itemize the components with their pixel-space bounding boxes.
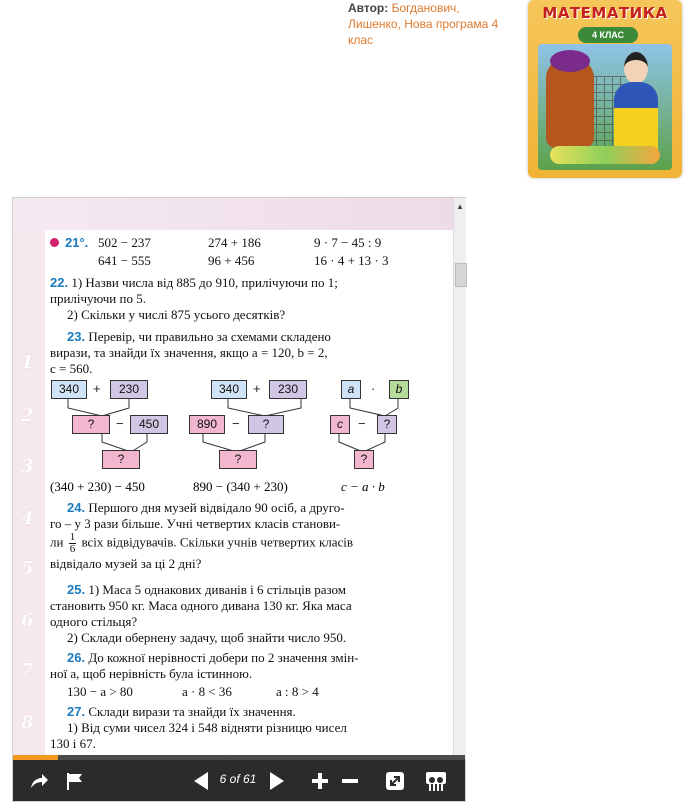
author-link[interactable]: Богданович, Лишенко, Нова програма 4 клас (348, 1, 499, 47)
exercise-number: 22. (50, 275, 69, 290)
exercise-text: всіх відвідувачів. Скільки учнів четвертих класів (81, 534, 354, 550)
exercise-text: Першого дня музей відвідало 90 осіб, а друго- (88, 500, 345, 515)
exercise-text: ли (50, 534, 64, 550)
scheme2-box-b: 230 (269, 380, 307, 399)
scheme3-box-c: c (330, 415, 350, 434)
scheme2-box-c: 890 (189, 415, 225, 434)
scheme1-op1: + (93, 381, 101, 396)
expression: 96 + 456 (208, 253, 255, 268)
scheme2-box-a: 340 (211, 380, 247, 399)
side-number: 2 (21, 405, 34, 426)
scheme1-box-d: 450 (130, 415, 168, 434)
vertical-scrollbar[interactable] (453, 198, 466, 759)
exercise-text: вирази, та знайди їх значення, якщо a = 120, b = 2, (50, 345, 328, 360)
exercise-number: 26. (67, 650, 86, 665)
scheme1-box-result: ? (102, 450, 140, 469)
scheme3-op2: − (358, 416, 366, 431)
expression: 502 − 237 (98, 235, 151, 250)
exercise-text: відвідало музей за ці 2 дні? (50, 556, 202, 571)
inequality: 130 − a > 80 (67, 684, 133, 699)
zoom-in-icon[interactable] (309, 770, 331, 792)
cover-fruit (550, 146, 660, 164)
page-indicator: 6 of 61 (219, 772, 257, 786)
scrollbar-thumb[interactable] (455, 263, 467, 287)
scheme3-box-d: ? (377, 415, 397, 434)
exercise-text: 1) Від суми чисел 324 і 548 відняти різницю чисел (67, 720, 347, 735)
fraction-denominator: 6 (69, 543, 76, 555)
scheme3-box-result: ? (354, 450, 374, 469)
puss-in-boots-figure (546, 58, 594, 148)
share-icon[interactable] (27, 770, 51, 792)
exercise-number: 27. (67, 704, 86, 719)
book-cover-image[interactable] (528, 0, 682, 178)
exercise-text: 1) Маса 5 однакових диванів і 6 стільців разом (88, 582, 347, 597)
exercise-text: 2) Склади обернену задачу, щоб знайти число 950. (67, 630, 347, 645)
exercise-number: 25. (67, 582, 86, 597)
side-number: 7 (21, 660, 34, 681)
scheme3-box-b: b (389, 380, 409, 399)
cover-title: МАТЕМАТИКА (542, 4, 668, 22)
exercise-text: 1) Назви числа від 885 до 910, прилічуючи по 1; (71, 275, 338, 290)
side-number: 3 (21, 456, 34, 477)
side-number: 6 (21, 610, 34, 631)
exercise-text: 2) Скільки у числі 875 усього десятків? (67, 307, 286, 322)
flag-icon[interactable] (63, 770, 87, 792)
side-number: 8 (21, 712, 34, 733)
side-number: 1 (21, 352, 34, 373)
prev-page-icon[interactable] (189, 770, 213, 792)
author-info (348, 0, 508, 48)
fraction-numerator: 1 (69, 531, 76, 543)
exercise-text: одного стільця? (50, 614, 138, 629)
scheme2-expression: 890 − (340 + 230) (193, 479, 288, 494)
exercise-24-fraction-line (50, 532, 353, 555)
zoom-out-icon[interactable] (339, 770, 361, 792)
exercise-text: Перевір, чи правильно за схемами складено (88, 329, 331, 344)
exercise-text: становить 950 кг. Маса одного дивана 130 кг. Яка маса (50, 598, 352, 613)
next-page-icon[interactable] (265, 770, 289, 792)
slideshare-icon[interactable] (423, 770, 449, 792)
document-viewer[interactable] (12, 197, 466, 802)
author-label: Автор: (348, 1, 389, 15)
scheme2-op2: − (232, 416, 240, 431)
exercise-text: ної a, щоб нерівність була істинною. (50, 666, 253, 681)
scheme2-box-result: ? (219, 450, 257, 469)
scheme1-expression: (340 + 230) − 450 (50, 479, 145, 494)
scheme1-op2: − (116, 416, 124, 431)
scheme1-box-b: 230 (110, 380, 148, 399)
scheme3-box-a: a (341, 380, 361, 399)
expression: 16 · 4 + 13 · 3 (314, 253, 389, 268)
exercise-text: прилічуючи по 5. (50, 291, 146, 306)
inequality: a · 8 < 36 (182, 684, 232, 699)
viewer-toolbar (13, 760, 465, 801)
scheme1-box-c: ? (72, 415, 110, 434)
scroll-up-icon[interactable]: ▲ (456, 202, 464, 211)
exercise-text: Склади вирази та знайди їх значення. (88, 704, 296, 719)
fullscreen-icon[interactable] (383, 770, 407, 792)
exercise-26-line (67, 650, 359, 666)
exercise-text: c = 560. (50, 361, 93, 376)
side-number: 4 (21, 508, 34, 529)
fraction (69, 532, 77, 555)
exercise-27-line (67, 704, 296, 720)
scheme2-box-d: ? (248, 415, 284, 434)
document-page (13, 198, 453, 759)
exercise-text: 130 і 67. (50, 736, 96, 751)
expression: 641 − 555 (98, 253, 151, 268)
snow-white-figure (614, 52, 658, 156)
scheme3-op1: · (371, 381, 376, 396)
exercise-24-line (67, 500, 345, 516)
scheme1-box-a: 340 (51, 380, 87, 399)
side-number: 5 (21, 558, 34, 579)
expression: 9 · 7 − 45 : 9 (314, 235, 382, 250)
exercise-25-line (67, 582, 346, 598)
exercise-number: 21°. (65, 235, 89, 250)
scheme2-op1: + (253, 381, 261, 396)
exercise-number: 24. (67, 500, 86, 515)
scheme3-expression: c − a · b (341, 479, 385, 494)
cover-grade: 4 КЛАС (578, 27, 638, 43)
inequality: a : 8 > 4 (276, 684, 319, 699)
exercise-number: 23. (67, 329, 86, 344)
exercise-text: До кожної нерівності добери по 2 значення змін- (88, 650, 359, 665)
exercise-text: го – у 3 рази більше. Учні четвертих класів станови- (50, 516, 341, 531)
expression: 274 + 186 (208, 235, 261, 250)
